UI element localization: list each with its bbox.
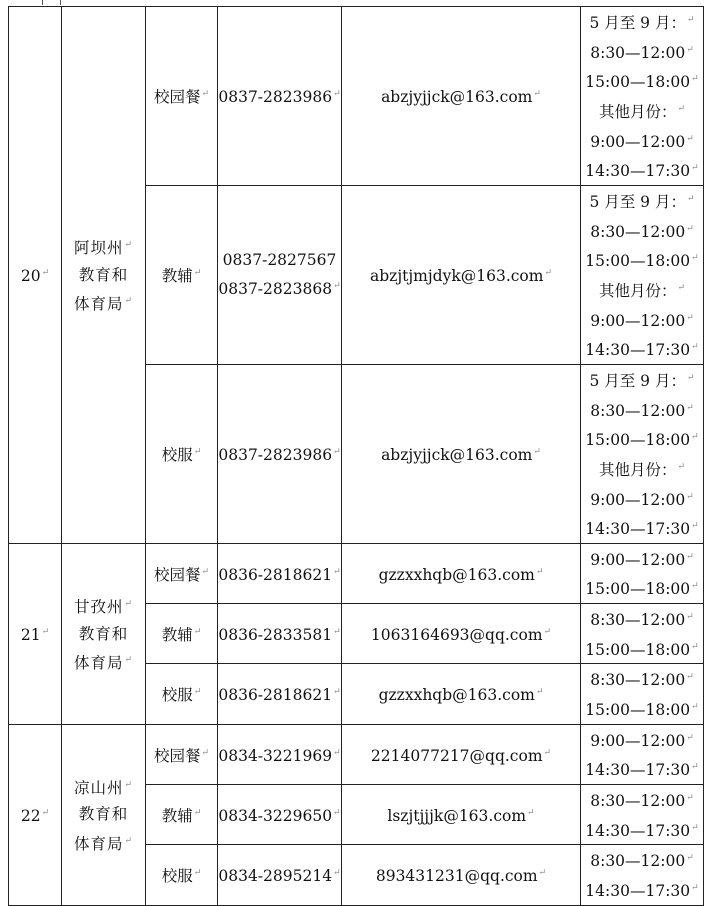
office-hours-text: 15:00—18:00 <box>585 252 691 271</box>
office-hours-line <box>581 275 703 305</box>
office-hours-line <box>581 96 703 126</box>
office-hours-text: 15:00—18:00 <box>585 73 691 92</box>
office-hours-text: 14:30—17:30 <box>585 341 691 360</box>
paragraph-mark: ↵ <box>124 835 134 846</box>
paragraph-mark: ↵ <box>686 193 695 204</box>
paragraph-mark: ↵ <box>686 732 694 743</box>
office-hours-cell <box>581 185 704 364</box>
contact-table-body <box>9 7 704 906</box>
paragraph-mark: ↵ <box>691 163 699 174</box>
office-hours-line <box>581 216 703 246</box>
paragraph-mark: ↵ <box>41 268 50 279</box>
paragraph-mark: ↵ <box>333 747 341 758</box>
office-hours-text: 9:00—12:00 <box>590 311 686 330</box>
category-cell <box>146 785 218 845</box>
email-address: lszjtjjjk@163.com <box>387 807 527 826</box>
paragraph-mark: ↵ <box>41 626 50 637</box>
paragraph-mark: ↵ <box>193 868 202 879</box>
paragraph-mark: ↵ <box>686 15 695 25</box>
phone-number <box>218 679 341 709</box>
office-hours-line <box>581 305 703 335</box>
paragraph-mark: ↵ <box>686 853 694 864</box>
paragraph-mark: ↵ <box>333 687 341 698</box>
office-hours-line <box>581 66 703 96</box>
paragraph-mark: ↵ <box>41 807 50 818</box>
office-hours-text: 9:00—12:00 <box>590 490 686 509</box>
office-hours-text: 15:00—18:00 <box>585 580 691 599</box>
office-hours-text: 5 月至 9 月： <box>589 372 686 391</box>
paragraph-mark: ↵ <box>686 612 694 623</box>
email-cell <box>342 185 581 364</box>
paragraph-mark: ↵ <box>691 581 699 592</box>
paragraph-mark: ↵ <box>677 282 686 293</box>
paragraph-mark: ↵ <box>691 822 699 833</box>
paragraph-mark: ↵ <box>333 807 341 818</box>
office-hours-line <box>581 845 703 875</box>
paragraph-mark: ↵ <box>543 747 552 758</box>
email-address: abzjyjjck@163.com <box>381 88 533 107</box>
category-label: 校园餐 <box>153 88 201 107</box>
paragraph-mark: ↵ <box>193 447 202 458</box>
row-number-cell <box>9 7 62 544</box>
paragraph-mark: ↵ <box>686 133 694 144</box>
email-address: 1063164693@qq.com <box>370 626 543 645</box>
office-hours-line <box>581 513 703 543</box>
paragraph-mark: ↵ <box>201 566 210 577</box>
phone-number <box>218 81 341 111</box>
category-label: 校服 <box>161 446 193 465</box>
office-hours-line <box>581 725 703 755</box>
paragraph-mark: ↵ <box>686 491 694 502</box>
department-text: 教育和 <box>78 265 129 284</box>
department-cell <box>62 543 146 724</box>
category-cell <box>146 664 218 724</box>
phone-number <box>218 273 341 303</box>
category-cell <box>146 845 218 905</box>
phone-number <box>218 439 341 469</box>
email-cell <box>342 785 581 845</box>
office-hours-text: 14:30—17:30 <box>585 821 691 840</box>
phone-number <box>218 619 341 649</box>
paragraph-mark: ↵ <box>193 687 202 698</box>
phone-text: 0834-2895214 <box>218 867 333 886</box>
paragraph-mark: ↵ <box>691 253 699 264</box>
email-cell <box>342 364 581 543</box>
office-hours-cell <box>581 543 704 603</box>
department-text: 体育局 <box>73 654 124 673</box>
category-label: 校服 <box>161 686 193 705</box>
phone-cell <box>218 845 342 905</box>
phone-cell <box>218 785 342 845</box>
office-hours-text: 14:30—17:30 <box>585 761 691 780</box>
office-hours-text: 14:30—17:30 <box>585 520 691 539</box>
paragraph-mark: ↵ <box>691 883 699 894</box>
department-name-line <box>62 801 145 828</box>
office-hours-text: 14:30—17:30 <box>585 882 691 901</box>
department-name-line <box>62 647 145 677</box>
paragraph-mark: ↵ <box>686 372 695 383</box>
office-hours-line <box>581 424 703 454</box>
office-hours-line <box>581 785 703 815</box>
email-cell <box>342 7 581 186</box>
office-hours-text: 9:00—12:00 <box>590 550 686 569</box>
email-cell <box>342 543 581 603</box>
phone-text: 0834-3229650 <box>218 807 333 826</box>
phone-cell <box>218 604 342 664</box>
email-address: abzjtjmjdyk@163.com <box>369 267 544 286</box>
office-hours-text: 其他月份： <box>598 461 677 479</box>
paragraph-mark: ↵ <box>543 626 552 637</box>
office-hours-line <box>581 245 703 275</box>
department-cell <box>62 7 146 544</box>
row-number: 22 <box>20 807 41 826</box>
office-hours-line <box>581 484 703 514</box>
table-row <box>9 543 704 603</box>
phone-text: 0837-2823986 <box>218 446 333 465</box>
office-hours-text: 其他月份： <box>598 282 677 301</box>
office-hours-text: 8:30—12:00 <box>590 222 686 241</box>
row-number: 21 <box>20 626 41 645</box>
office-hours-text: 15:00—18:00 <box>585 640 691 659</box>
office-hours-text: 9:00—12:00 <box>590 132 686 151</box>
office-hours-text: 5 月至 9 月： <box>589 193 686 212</box>
office-hours-text: 8:30—12:00 <box>590 43 686 62</box>
phone-cell <box>218 724 342 784</box>
paragraph-mark: ↵ <box>333 566 341 577</box>
phone-text: 0836-2818621 <box>218 565 333 584</box>
department-name-line <box>62 828 145 858</box>
phone-text: 0837-2823868 <box>218 280 333 299</box>
office-hours-cell <box>581 845 704 905</box>
paragraph-mark: ↵ <box>193 268 202 279</box>
paragraph-mark: ↵ <box>544 268 552 279</box>
category-label: 教辅 <box>161 807 193 826</box>
office-hours-line <box>581 875 703 905</box>
phone-number <box>218 247 341 274</box>
department-text: 甘孜州 <box>73 598 124 617</box>
paragraph-mark: ↵ <box>686 223 694 234</box>
category-cell <box>146 604 218 664</box>
paragraph-mark: ↵ <box>124 655 134 666</box>
paragraph-mark: ↵ <box>691 432 699 443</box>
department-name-line <box>62 591 145 621</box>
office-hours-cell <box>581 364 704 543</box>
paragraph-mark: ↵ <box>124 240 134 250</box>
phone-cell <box>218 185 342 364</box>
paragraph-mark: ↵ <box>333 868 341 879</box>
email-address: gzzxxhqb@163.com <box>378 565 535 584</box>
paragraph-mark: ↵ <box>691 762 699 773</box>
email-address: 2214077217@qq.com <box>370 746 543 765</box>
department-text: 教育和 <box>78 624 129 643</box>
paragraph-mark: ↵ <box>124 779 134 790</box>
email-cell <box>342 724 581 784</box>
paragraph-mark: ↵ <box>535 687 544 698</box>
department-name-line <box>62 621 145 648</box>
contact-table <box>8 6 704 906</box>
email-address: 893431231@qq.com <box>375 867 538 886</box>
phone-cell <box>218 7 342 186</box>
office-hours-line <box>581 186 703 216</box>
category-cell <box>146 724 218 784</box>
category-label: 校园餐 <box>153 565 201 584</box>
email-address: abzjyjjck@163.com <box>381 446 533 465</box>
paragraph-mark: ↵ <box>691 342 699 353</box>
phone-text: 0837-2827567 <box>222 250 337 269</box>
office-hours-cell <box>581 7 704 186</box>
office-hours-line <box>581 37 703 67</box>
office-hours-line <box>581 7 703 37</box>
department-text: 体育局 <box>73 835 124 854</box>
office-hours-cell <box>581 724 704 784</box>
office-hours-text: 9:00—12:00 <box>590 731 686 750</box>
office-hours-line <box>581 395 703 425</box>
office-hours-line <box>581 573 703 603</box>
department-name-line <box>62 232 145 262</box>
office-hours-cell <box>581 664 704 724</box>
table-row <box>9 7 704 186</box>
email-address: gzzxxhqb@163.com <box>378 686 535 705</box>
category-cell <box>146 543 218 603</box>
paragraph-mark: ↵ <box>691 702 699 713</box>
office-hours-line <box>581 634 703 664</box>
paragraph-mark: ↵ <box>686 402 694 413</box>
office-hours-text: 8:30—12:00 <box>590 611 686 630</box>
paragraph-mark: ↵ <box>691 521 699 532</box>
paragraph-mark: ↵ <box>691 641 699 652</box>
phone-number <box>218 860 341 890</box>
department-name-line <box>62 772 145 802</box>
row-number-cell <box>9 543 62 724</box>
paragraph-mark: ↵ <box>333 89 341 100</box>
office-hours-cell <box>581 785 704 845</box>
category-label: 校园餐 <box>153 746 201 765</box>
department-text: 教育和 <box>78 805 129 824</box>
paragraph-mark: ↵ <box>535 566 544 577</box>
phone-text: 0836-2818621 <box>218 686 333 705</box>
paragraph-mark: ↵ <box>201 747 210 758</box>
row-number: 20 <box>20 267 41 286</box>
office-hours-text: 8:30—12:00 <box>590 792 686 811</box>
phone-number <box>218 740 341 770</box>
department-name-line <box>62 288 145 318</box>
department-cell <box>62 724 146 905</box>
office-hours-line <box>581 155 703 185</box>
paragraph-mark: ↵ <box>201 89 210 100</box>
email-cell <box>342 604 581 664</box>
phone-number <box>218 800 341 830</box>
office-hours-line <box>581 815 703 845</box>
paragraph-mark: ↵ <box>677 103 686 114</box>
phone-cell <box>218 543 342 603</box>
office-hours-text: 14:30—17:30 <box>585 162 691 181</box>
category-label: 教辅 <box>161 626 193 645</box>
paragraph-mark: ↵ <box>193 807 202 818</box>
office-hours-line <box>581 365 703 395</box>
phone-cell <box>218 364 342 543</box>
paragraph-mark: ↵ <box>538 868 547 879</box>
office-hours-line <box>581 694 703 724</box>
paragraph-mark: ↵ <box>333 447 341 458</box>
paragraph-mark: ↵ <box>124 598 134 609</box>
office-hours-line <box>581 454 703 484</box>
office-hours-text: 8:30—12:00 <box>590 852 686 871</box>
category-cell <box>146 7 218 186</box>
office-hours-text: 其他月份： <box>598 103 677 122</box>
office-hours-line <box>581 604 703 634</box>
paragraph-mark: ↵ <box>193 626 202 637</box>
paragraph-mark: ↵ <box>686 44 694 55</box>
paragraph-mark: ↵ <box>333 626 341 637</box>
category-label: 校服 <box>161 867 193 886</box>
department-name-line <box>62 262 145 289</box>
office-hours-cell <box>581 604 704 664</box>
paragraph-mark: ↵ <box>686 793 694 804</box>
row-number-cell <box>9 724 62 905</box>
paragraph-mark: ↵ <box>533 89 541 100</box>
office-hours-text: 8:30—12:00 <box>590 671 686 690</box>
paragraph-mark: ↵ <box>124 296 134 307</box>
email-cell <box>342 664 581 724</box>
category-cell <box>146 364 218 543</box>
phone-cell <box>218 664 342 724</box>
category-label: 教辅 <box>161 267 193 286</box>
email-cell <box>342 845 581 905</box>
office-hours-line <box>581 664 703 694</box>
paragraph-mark: ↵ <box>691 74 699 85</box>
paragraph-mark: ↵ <box>686 551 694 562</box>
office-hours-text: 8:30—12:00 <box>590 401 686 420</box>
department-text: 阿坝州 <box>73 239 124 258</box>
office-hours-text: 15:00—18:00 <box>585 431 691 450</box>
paragraph-mark: ↵ <box>533 447 541 458</box>
office-hours-line <box>581 126 703 156</box>
paragraph-mark: ↵ <box>527 807 535 818</box>
phone-text: 0834-3221969 <box>218 746 333 765</box>
table-row <box>9 724 704 784</box>
office-hours-text: 5 月至 9 月： <box>589 14 686 33</box>
phone-number <box>218 559 341 589</box>
phone-text: 0837-2823986 <box>218 88 333 107</box>
category-cell <box>146 185 218 364</box>
paragraph-mark: ↵ <box>686 672 694 683</box>
office-hours-line <box>581 754 703 784</box>
paragraph-mark: ↵ <box>677 461 686 472</box>
paragraph-mark: ↵ <box>686 312 694 323</box>
office-hours-line <box>581 334 703 364</box>
department-text: 凉山州 <box>73 778 124 797</box>
department-text: 体育局 <box>73 295 124 314</box>
office-hours-text: 15:00—18:00 <box>585 701 691 720</box>
paragraph-mark: ↵ <box>333 281 341 292</box>
office-hours-line <box>581 544 703 574</box>
phone-text: 0836-2833581 <box>218 626 333 645</box>
